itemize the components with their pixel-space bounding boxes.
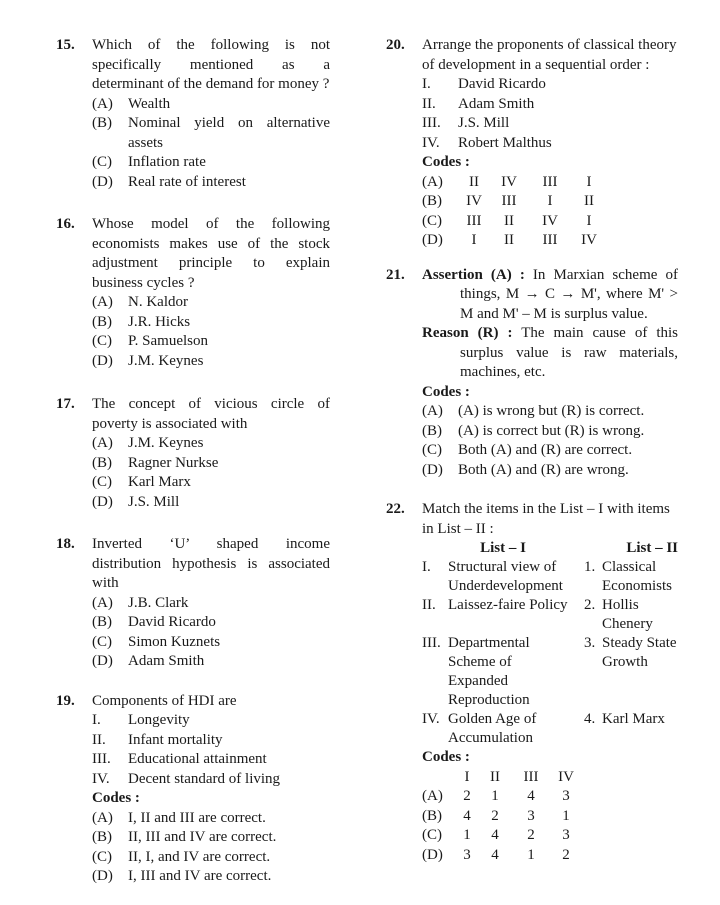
- option-a[interactable]: (A) N. Kaldor: [92, 294, 188, 310]
- option-d[interactable]: (D) Real rate of interest: [92, 173, 246, 190]
- question-number: 21.: [386, 266, 405, 283]
- option-b[interactable]: (B) IV III I II: [422, 193, 594, 209]
- question-21: [386, 266, 678, 481]
- right-column: [386, 36, 678, 865]
- option-d[interactable]: (D) Adam Smith: [92, 653, 205, 669]
- option-b[interactable]: (B) II, III and IV are correct.: [92, 829, 277, 845]
- list-item: IV. Robert Malthus: [422, 134, 552, 151]
- option-b[interactable]: (B) Nominal yield on alternative assets: [92, 115, 330, 151]
- question-number: 17.: [56, 396, 75, 412]
- option-c[interactable]: (C) Simon Kuznets: [92, 633, 221, 650]
- reason: Reason (R) : The main cause of this surplus value is raw materials, machines, etc.: [422, 325, 678, 380]
- reason-label: Reason (R) :: [422, 325, 513, 341]
- option-c[interactable]: (C) III II IV I: [422, 212, 592, 229]
- codes-table: [422, 173, 610, 251]
- codes-table: [422, 768, 584, 866]
- question-text: Whose model of the following economists makes use of the stock adjustment principle to explain business cycles ?: [92, 216, 330, 291]
- codes-label: Codes :: [422, 154, 470, 170]
- match-row: I. Structural view of Underdevelopment 1. Classical Economists: [422, 559, 672, 594]
- option-b[interactable]: (B) 4 2 3 1: [422, 807, 570, 824]
- question-19: [56, 692, 330, 887]
- question-number: 20.: [386, 37, 405, 53]
- option-d[interactable]: (D) I II III IV: [422, 232, 597, 248]
- assertion: Assertion (A) : In Marxian scheme of things, M → C → M', where M' > M and M' – M is surplus value.: [422, 266, 678, 322]
- option-b[interactable]: (B) J.R. Hicks: [92, 313, 191, 330]
- question-18: [56, 535, 330, 672]
- question-text: Arrange the proponents of classical theory of development in a sequential order :: [422, 37, 677, 73]
- codes-label: Codes :: [422, 749, 470, 765]
- list-item: III. J.S. Mill: [422, 115, 510, 131]
- option-a[interactable]: (A) J.B. Clark: [92, 594, 189, 611]
- question-17: [56, 395, 330, 512]
- question-text: Match the items in the List – I with items in List – II :: [422, 501, 670, 537]
- option-a[interactable]: (A) (A) is wrong but (R) is correct.: [422, 403, 645, 419]
- list-2-header: List – II: [626, 540, 678, 556]
- option-c[interactable]: (C) 1 4 2 3: [422, 827, 570, 843]
- option-a[interactable]: (A) Wealth: [92, 95, 171, 112]
- match-row: II. Laissez-faire Policy 2. Hollis Chenery: [422, 597, 653, 632]
- codes-header-row: I II III IV: [464, 768, 574, 785]
- question-text: The concept of vicious circle of poverty is associated with: [92, 396, 330, 432]
- option-d[interactable]: (D) J.S. Mill: [92, 493, 180, 510]
- question-number: 18.: [56, 536, 75, 552]
- option-a[interactable]: (A) I, II and III are correct.: [92, 809, 266, 826]
- option-a[interactable]: (A) II IV III I: [422, 173, 592, 190]
- question-15: [56, 36, 330, 192]
- list-item: IV. Decent standard of living: [92, 770, 281, 787]
- match-row: III. Departmental Scheme of Expanded Reproduction 3. Steady State Growth: [422, 635, 677, 708]
- codes-label: Codes :: [92, 790, 140, 806]
- list-item: I. Longevity: [92, 712, 190, 728]
- option-d[interactable]: (D) J.M. Keynes: [92, 352, 204, 369]
- option-d[interactable]: (D) Both (A) and (R) are wrong.: [422, 461, 629, 478]
- question-text: Which of the following is not specifically mentioned as a determinant of the demand for money ?: [92, 37, 330, 92]
- question-text: Inverted ‘U’ shaped income distribution hypothesis is associated with: [92, 536, 330, 591]
- list-1-header: List – I: [480, 540, 526, 556]
- question-22: [386, 500, 678, 865]
- list-item: II. Adam Smith: [422, 95, 535, 112]
- list-item: III. Educational attainment: [92, 751, 267, 767]
- question-text: Components of HDI are: [92, 692, 237, 709]
- option-c[interactable]: (C) Inflation rate: [92, 154, 206, 170]
- question-16: [56, 215, 330, 371]
- option-b[interactable]: (B) David Ricardo: [92, 614, 216, 630]
- option-c[interactable]: (C) Karl Marx: [92, 474, 191, 490]
- option-c[interactable]: (C) II, I, and IV are correct.: [92, 848, 271, 865]
- assertion-label: Assertion (A) :: [422, 266, 525, 283]
- option-c[interactable]: (C) Both (A) and (R) are correct.: [422, 442, 633, 458]
- left-column: [56, 36, 330, 887]
- option-c[interactable]: (C) P. Samuelson: [92, 333, 209, 349]
- option-b[interactable]: (B) (A) is correct but (R) is wrong.: [422, 422, 645, 439]
- list-item: I. David Ricardo: [422, 76, 546, 92]
- question-number: 19.: [56, 692, 75, 709]
- question-20: [386, 36, 678, 251]
- option-a[interactable]: (A) 2 1 4 3: [422, 788, 570, 804]
- question-number: 16.: [56, 216, 75, 232]
- option-d[interactable]: (D) I, III and IV are correct.: [92, 868, 272, 884]
- option-a[interactable]: (A) J.M. Keynes: [92, 435, 204, 451]
- question-number: 22.: [386, 501, 405, 517]
- match-table: [422, 539, 678, 748]
- codes-label: Codes :: [422, 383, 470, 400]
- list-item: II. Infant mortality: [92, 731, 223, 748]
- option-b[interactable]: (B) Ragner Nurkse: [92, 454, 219, 471]
- match-row: IV. Golden Age of Accumulation 4. Karl Marx: [422, 711, 665, 746]
- question-number: 15.: [56, 37, 75, 53]
- option-d[interactable]: (D) 3 4 1 2: [422, 846, 570, 863]
